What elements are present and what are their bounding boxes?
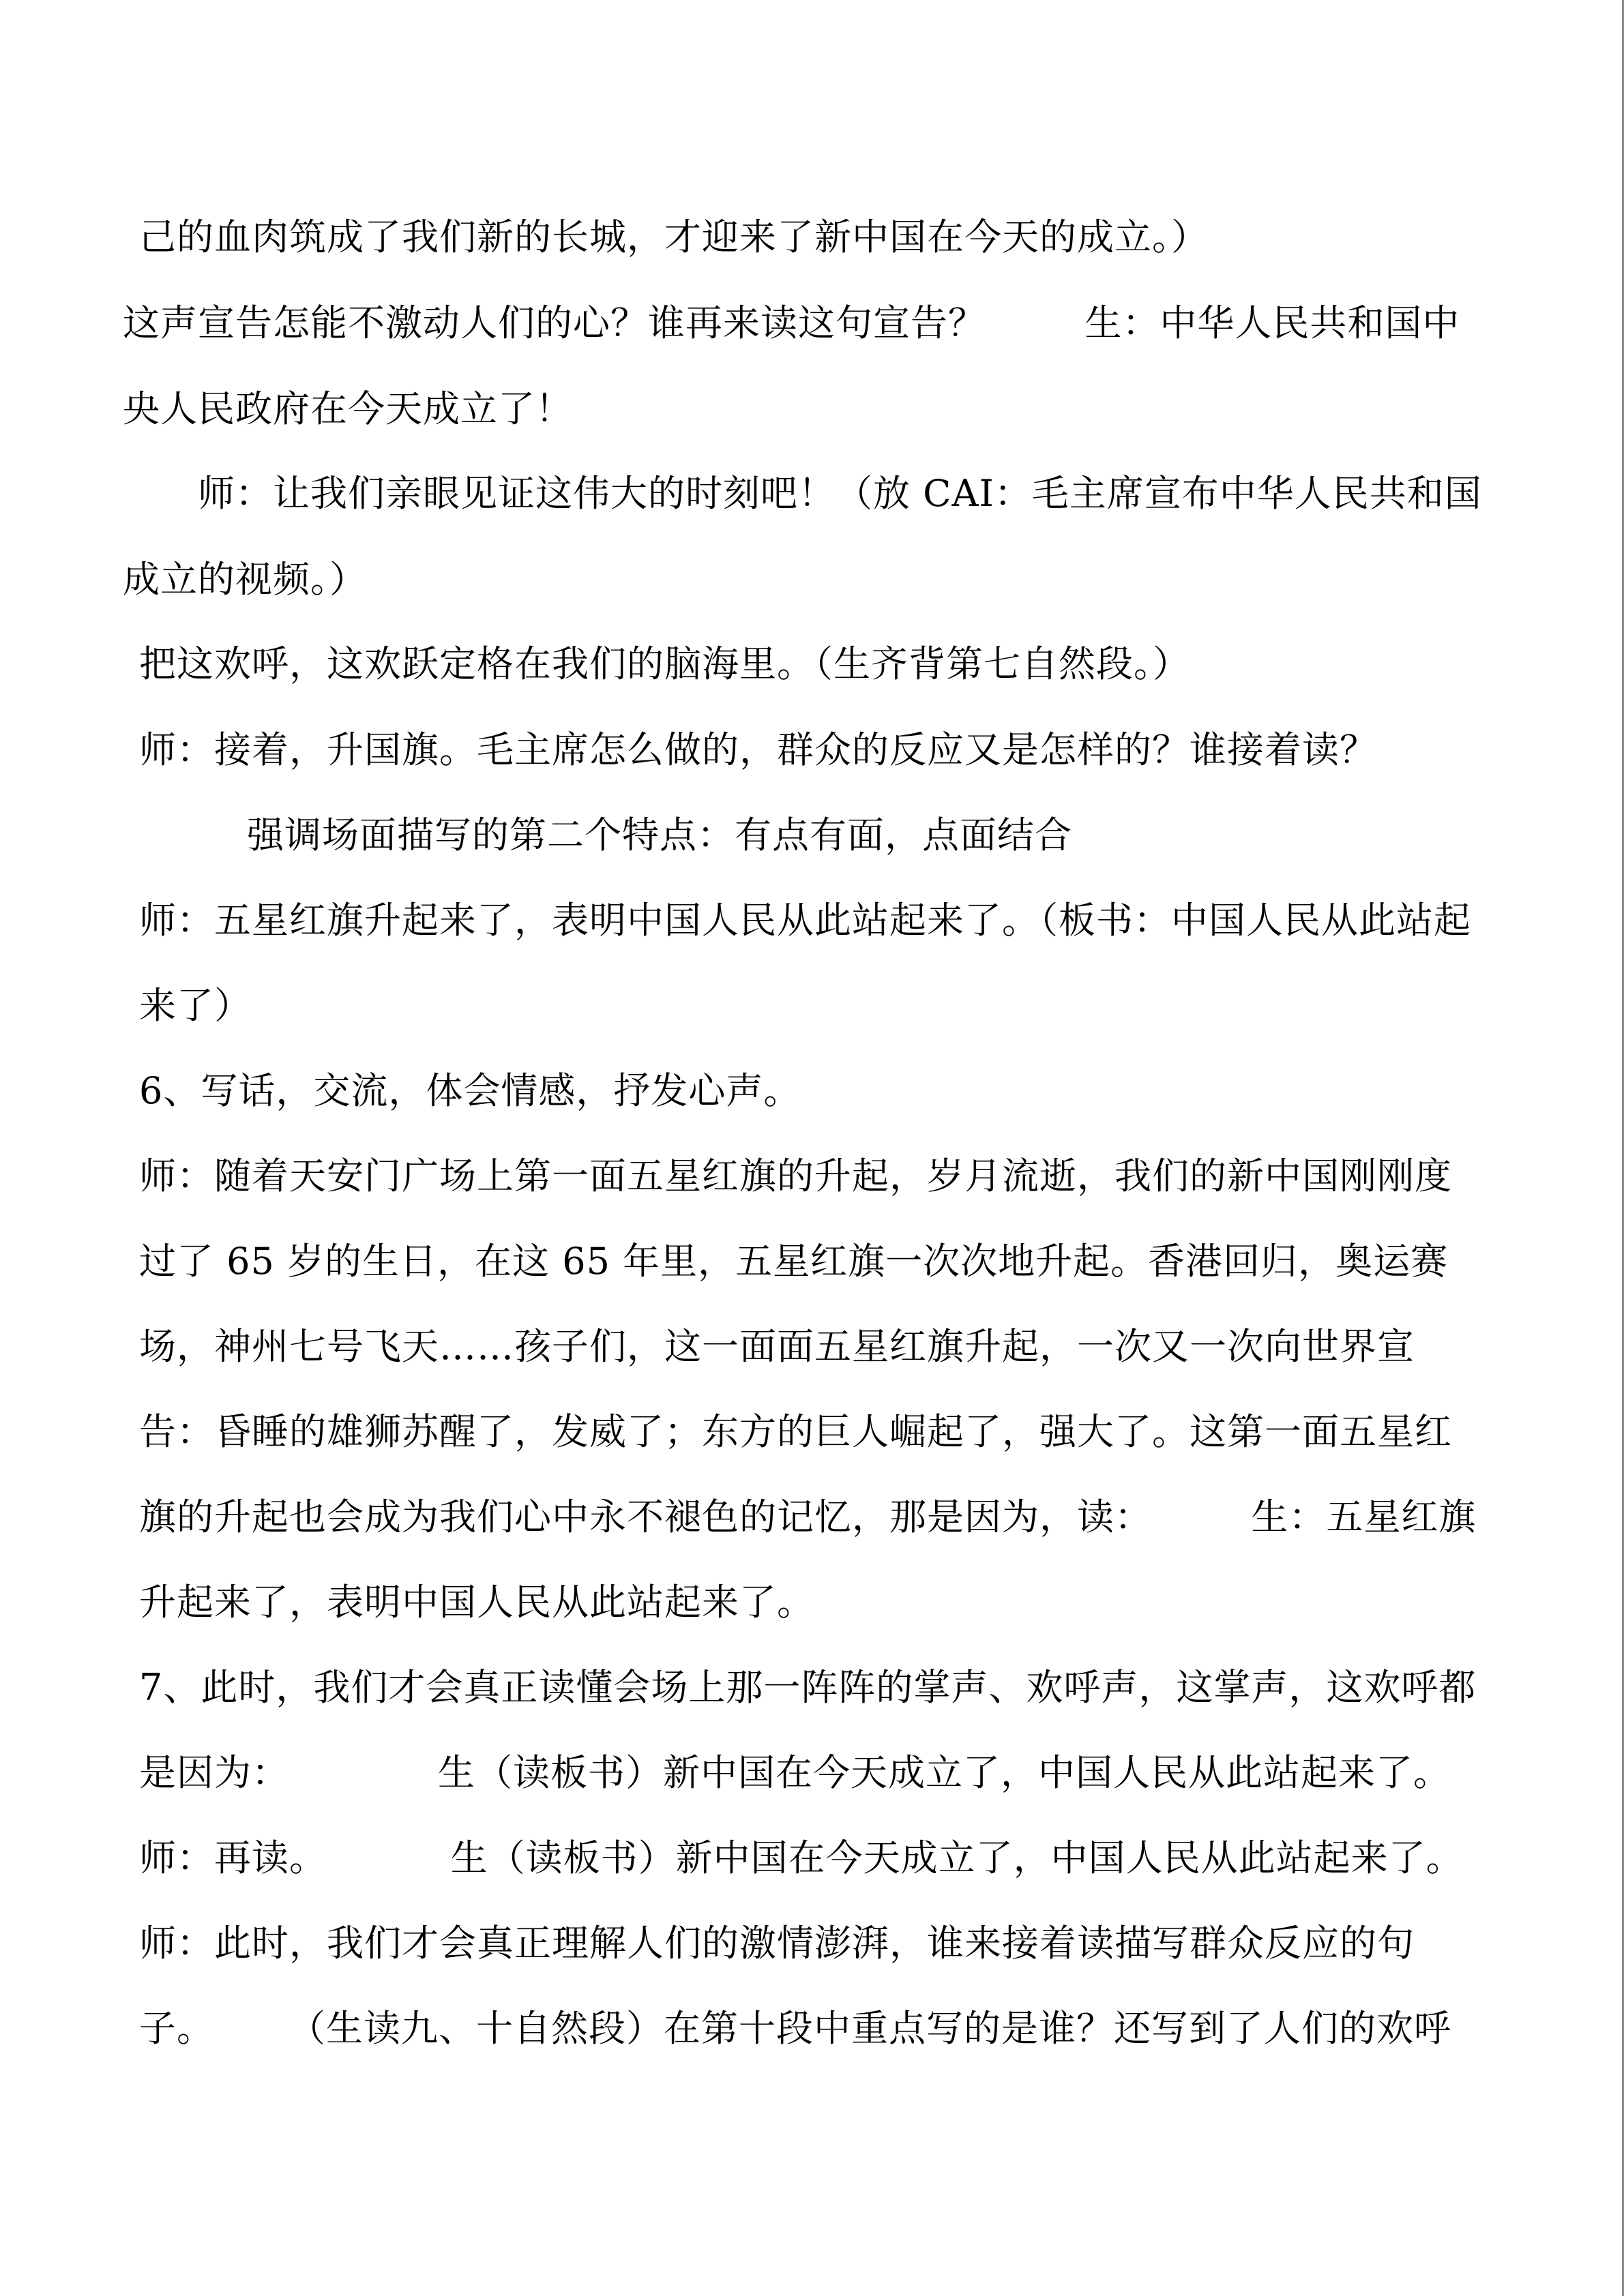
text-line: 来了） [139, 984, 252, 1027]
text-line: 过了 65 岁的生日，在这 65 年里，五星红旗一次次地升起。香港回归，奥运赛 [139, 1240, 1449, 1283]
text-line: 这声宣告怎能不激动人们的心？谁再来读这句宣告？ 生：中华人民共和国中 [123, 301, 1460, 344]
text-line: 师：再读。 生（读板书）新中国在今天成立了，中国人民从此站起来了。 [139, 1836, 1464, 1879]
text-line: 师：让我们亲眼见证这伟大的时刻吧！（放 CAI：毛主席宣布中华人民共和国 [198, 472, 1482, 515]
text-line: 把这欢呼，这欢跃定格在我们的脑海里。（生齐背第七自然段。） [139, 642, 1190, 685]
text-line: 告：昏睡的雄狮苏醒了，发威了；东方的巨人崛起了，强大了。这第一面五星红 [139, 1410, 1452, 1453]
text-line: 强调场面描写的第二个特点：有点有面，点面结合 [247, 814, 1072, 856]
text-line: 师：随着天安门广场上第一面五星红旗的升起，岁月流逝，我们的新中国刚刚度 [139, 1154, 1452, 1197]
text-line: 师：此时，我们才会真正理解人们的激情澎湃，谁来接着读描写群众反应的句 [139, 1922, 1415, 1965]
text-line: 旗的升起也会成为我们心中永不褪色的记忆，那是因为，读： 生：五星红旗 [139, 1495, 1477, 1538]
text-line: 师：接着，升国旗。毛主席怎么做的，群众的反应又是怎样的？谁接着读？ [139, 728, 1377, 771]
text-line: 央人民政府在今天成立了！ [123, 387, 573, 430]
text-line: 升起来了，表明中国人民从此站起来了。 [139, 1581, 814, 1624]
text-line: 师：五星红旗升起来了，表明中国人民从此站起来了。（板书：中国人民从此站起 [139, 899, 1471, 942]
text-line: 是因为： 生（读板书）新中国在今天成立了，中国人民从此站起来了。 [139, 1751, 1451, 1794]
text-line: 己的血肉筑成了我们新的长城，才迎来了新中国在今天的成立。） [139, 215, 1209, 258]
text-line: 场，神州七号飞天……孩子们，这一面面五星红旗升起，一次又一次向世界宣 [139, 1325, 1415, 1368]
text-line: 子。 （生读九、十自然段）在第十段中重点写的是谁？还写到了人们的欢呼 [139, 2007, 1451, 2050]
text-line: 7、此时，我们才会真正读懂会场上那一阵阵的掌声、欢呼声，这掌声，这欢呼都 [139, 1666, 1477, 1709]
text-line: 6、写话，交流，体会情感，抒发心声。 [139, 1069, 801, 1112]
text-line: 成立的视频。） [123, 558, 367, 601]
